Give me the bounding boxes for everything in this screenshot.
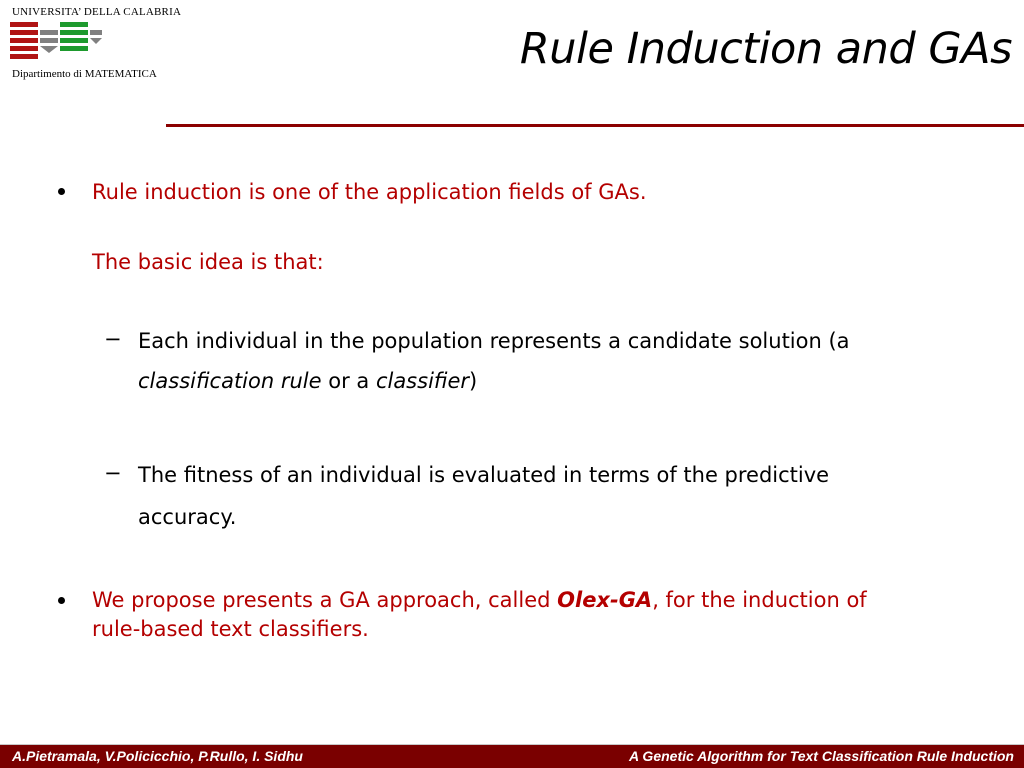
- university-logo: [10, 20, 106, 66]
- title-underline: [166, 124, 1024, 127]
- logo-green-blocks: [60, 22, 88, 51]
- bullet-2-post: , for the induction of: [652, 588, 867, 612]
- footer-talk-title: A Genetic Algorithm for Text Classification Rule Induction: [628, 748, 1014, 764]
- classifier-term: classifier: [375, 369, 470, 393]
- logo-grey-right-blocks: [90, 30, 102, 44]
- sub-item-2-line-1: The fitness of an individual is evaluated in terms of the predictive: [138, 463, 830, 487]
- olex-ga-name: Olex-GA: [557, 588, 653, 612]
- bullet-2-line-2: rule-based text classifiers.: [92, 617, 369, 641]
- slide-title: Rule Induction and GAs: [519, 24, 1012, 74]
- bullet-dot-1: [58, 188, 65, 195]
- bullet-1-text: Rule induction is one of the application fields of GAs.: [92, 180, 647, 204]
- university-name: UNIVERSITA’ DELLA CALABRIA: [12, 6, 182, 18]
- footer-authors: A.Pietramala, V.Policicchio, P.Rullo, I. Sidhu: [12, 748, 303, 764]
- classification-rule-term: classification rule: [138, 369, 322, 393]
- bullet-dot-2: [58, 597, 65, 604]
- connector-text: or a: [321, 369, 376, 393]
- logo-red-blocks: [10, 22, 38, 59]
- bullet-1-subintro: The basic idea is that:: [92, 250, 324, 274]
- bullet-2-text: [92, 586, 867, 615]
- closing-paren: ): [469, 369, 478, 393]
- dash-1: −: [104, 327, 122, 351]
- sub-item-1-line-1: Each individual in the population represents a candidate solution (a: [138, 329, 850, 353]
- logo-grey-blocks: [40, 30, 58, 53]
- dash-2: −: [104, 461, 122, 485]
- footer-bar: [0, 744, 1024, 768]
- sub-item-2-line-2: accuracy.: [138, 505, 237, 529]
- department-name: Dipartimento di MATEMATICA: [12, 68, 157, 80]
- bullet-2-pre: We propose presents a GA approach, called: [92, 588, 558, 612]
- sub-item-1-line-2: [138, 361, 477, 401]
